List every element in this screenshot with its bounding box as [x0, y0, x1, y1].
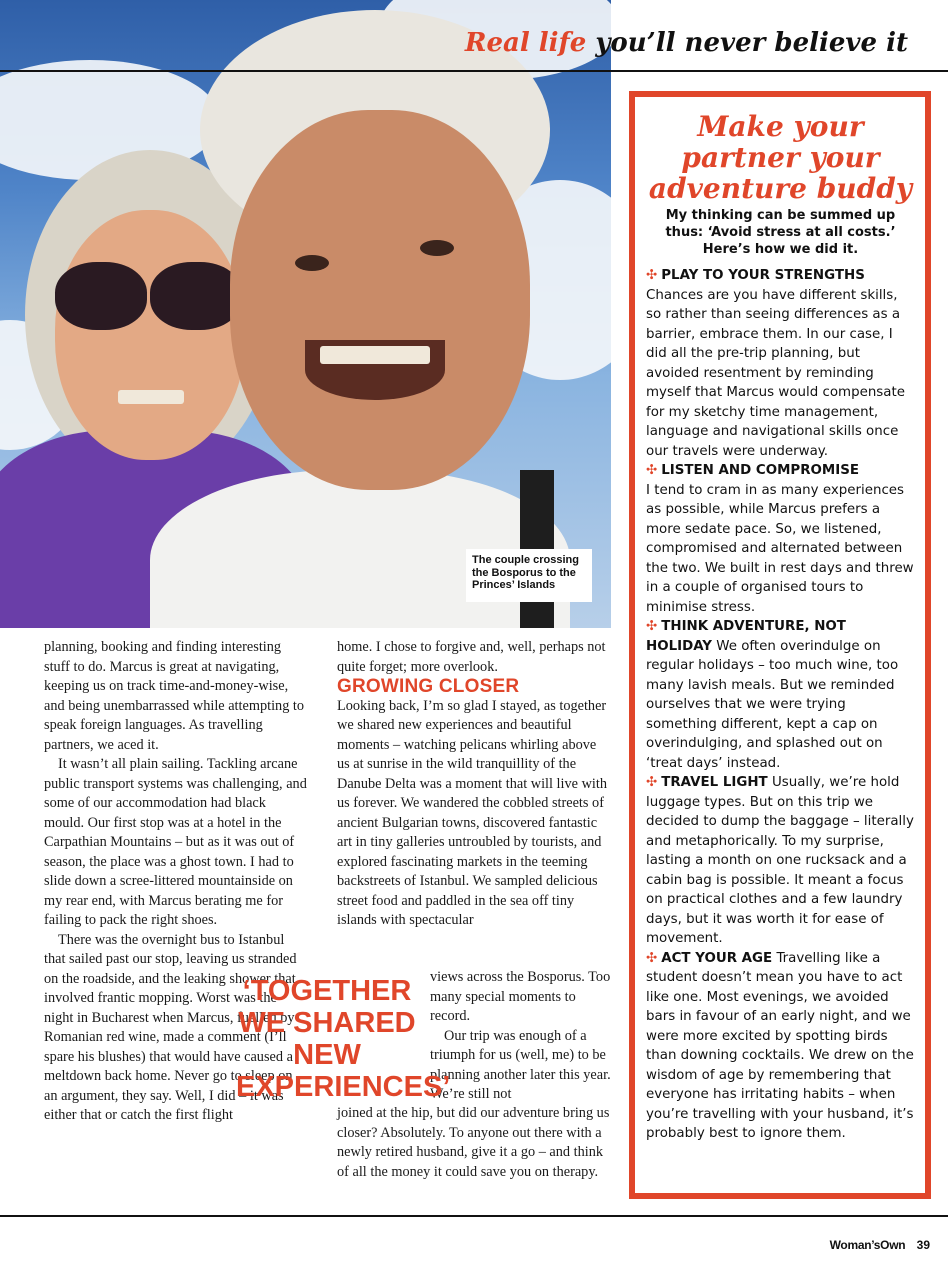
tip-item [646, 266, 915, 461]
section-kicker [465, 28, 908, 58]
subhead: GROWING CLOSER [337, 676, 520, 697]
tip-text: Usually, we’re hold luggage types. But on this trip we decided to dump the baggage – literally and metaphorically. To my surprise, lasting a month on one rucksack and a cabin bag is possible. It meant a focus on practical clothes and a few laundry days, but it was worth it for ease of movement. [646, 775, 914, 946]
tip-heading: THINK ADVENTURE, NOT HOLIDAY [646, 619, 846, 654]
sidebar-title: Make your partner your adventure buddy [648, 110, 913, 205]
article-column-2-bottom [337, 1104, 612, 1182]
eye [420, 240, 454, 256]
tip-text: Chances are you have different skills, so rather than seeing differences as a barrier, embrace them. In our case, I did all the pre-trip planning, but avoided resentment by reminding myself that Marcus would compensate for my sketchy time management, language and navigational skills once our travels were underway. [646, 287, 905, 459]
header-rule [0, 70, 948, 72]
flower-icon: ✣ [646, 268, 658, 283]
flower-icon: ✣ [646, 775, 658, 790]
tip-heading: ACT YOUR AGE [661, 950, 773, 966]
paragraph: There was the overnight bus to Istanbul that sailed past our stop, leaving us stranded on the roadside, and the leaking shower that involved frantic mopping. Worst was the night in Bucharest when Marcus, fuelled by Romanian red wine, made a comment (I’ll spare his blushes) that would have caused a meltdown back home. Never go to sleep on an argument, they say. Well, I did – it was either that or catch the first flight [44, 931, 297, 1123]
sunglasses [150, 262, 242, 330]
paragraph: home. I chose to forgive and, well, perhaps not quite forget; more overlook. [337, 639, 606, 675]
photo-caption-box [466, 549, 592, 602]
photo-caption: The couple crossing the Bosporus to the Princes’ Islands [472, 554, 579, 591]
paragraph: Our trip was enough of a triumph for us (well, me) to be planning another later this year. We’re still not [430, 1027, 611, 1102]
page-footer [830, 1238, 930, 1252]
paragraph: Looking back, I’m so glad I stayed, as together we shared new experiences and beautiful moments – watching pelicans whirling above us at sunrise in the wild tranquillity of the Danube Delta was a moment that will live with us forever. We wandered the cobbled streets of ancient Bulgarian towns, discovered fantastic art in tiny galleries untroubled by tourists, and explored fascinating markets in the teeming backstreets of Istanbul. We sampled delicious street food and paddled in the sea off tiny islands with spectacular [337, 697, 607, 928]
kicker-black: you’ll never believe it [595, 28, 908, 58]
kicker-red: Real life [464, 28, 587, 58]
woman-face [55, 210, 245, 460]
article-column-2-wrap [430, 968, 612, 1105]
flower-icon: ✣ [646, 619, 658, 634]
magazine-name: Woman’sOwn [829, 1238, 906, 1252]
tip-text: I tend to cram in as many experiences as possible, while Marcus prefers a more sedate pace. So, we listened, compromised and alternated between the two. We built in rest days and threw in a couple of organised tours to minimise stress. [646, 482, 914, 615]
tip-heading: LISTEN AND COMPROMISE [661, 463, 860, 478]
tip-heading: TRAVEL LIGHT [661, 775, 768, 790]
pull-quote: ‘TOGETHER WE SHARED NEW EXPERIENCES’ [236, 975, 451, 1103]
flower-icon: ✣ [646, 463, 658, 478]
tip-item [646, 773, 915, 949]
man-face [230, 110, 530, 490]
tip-text: We often overindulge on regular holidays – too much wine, too many lavish meals. But we reminded ourselves that we were trying something different, kept a cap on overindulging, and splashed out on ‘treat days’ instead. [646, 638, 899, 771]
man-teeth [320, 346, 430, 364]
woman-smile [118, 390, 184, 404]
article-column-2 [337, 638, 612, 931]
tip-item [646, 949, 915, 1144]
eye [295, 255, 329, 271]
paragraph: planning, booking and finding interesting stuff to do. Marcus is great at navigating, keeping us on track time-and-money-wise, and being unembarrassed while attempting to speak foreign languages. As travelling partners, we aced it. [44, 639, 305, 753]
couple-photo [0, 0, 611, 628]
tip-heading: PLAY TO YOUR STRENGTHS [661, 268, 865, 283]
footer-rule [0, 1215, 948, 1217]
tips-sidebar [629, 91, 931, 1199]
flower-icon: ✣ [646, 950, 658, 966]
paragraph: It wasn’t all plain sailing. Tackling arcane public transport systems was challenging, and some of our accommodation had black mould. Our first stop was at a hotel in the Carpathian Mountains – but as it was out of season, the place was a ghost town. I had to slide down a scree-littered mountainside on my rear end, with Marcus berating me for failing to pack the right shoes. [44, 756, 307, 928]
page-number: 39 [916, 1238, 930, 1252]
tip-item [646, 617, 915, 773]
paragraph: joined at the hip, but did our adventure bring us closer? Absolutely. To anyone out there with a newly retired husband, give it a go – and think of all the money it could save you on therapy. [337, 1105, 610, 1180]
sunglasses [55, 262, 147, 330]
sidebar-intro: My thinking can be summed up thus: ‘Avoid stress at all costs.’ Here’s how we did it. [665, 208, 896, 257]
tip-item [646, 461, 915, 617]
tip-text: Travelling like a student doesn’t mean you have to act like one. Most evenings, we avoided bars in favour of an early night, and we were more excited by spotting birds than downing cocktails. We drew on the wisdom of age by remembering that everyone has irritating habits – when you’re travelling with your husband, it’s probably best to ignore them. [646, 950, 914, 1141]
paragraph: views across the Bosporus. Too many special moments to record. [430, 969, 611, 1024]
